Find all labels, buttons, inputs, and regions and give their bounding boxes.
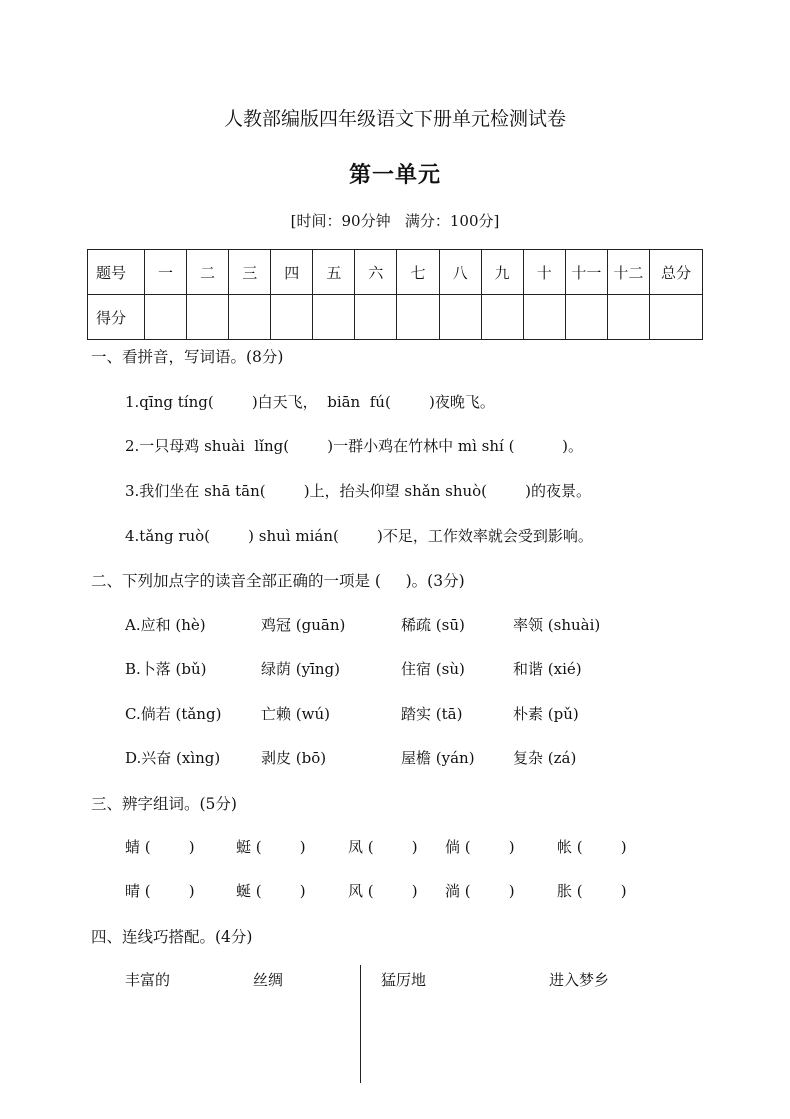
score-cell[interactable] — [271, 295, 313, 340]
word-pair-5-bottom: 胀 ( ) — [557, 882, 627, 900]
option-a-2: 鸡冠 (guān) — [261, 616, 346, 634]
option-c-1: C.倘若 (tǎng) — [125, 705, 222, 723]
score-cell[interactable] — [145, 295, 187, 340]
option-c-3: 踏实 (tā) — [401, 705, 463, 723]
option-b-1: B.卜落 (bǔ) — [125, 660, 207, 678]
table-header-cell: 总分 — [650, 250, 703, 295]
table-header-cell: 二 — [187, 250, 229, 295]
table-header-cell: 一 — [145, 250, 187, 295]
option-d-1: D.兴奋 (xìng) — [125, 749, 221, 767]
option-a-3: 稀疏 (sū) — [401, 616, 465, 634]
table-header-cell: 三 — [229, 250, 271, 295]
score-cell[interactable] — [187, 295, 229, 340]
option-b-4: 和谐 (xié) — [513, 660, 582, 678]
table-row-scores — [88, 295, 703, 340]
word-pair-1-bottom: 晴 ( ) — [125, 882, 195, 900]
word-pair-3-top: 凤 ( ) — [348, 838, 418, 856]
word-pair-1-top: 蜻 ( ) — [125, 838, 195, 856]
option-c-4: 朴素 (pǔ) — [513, 705, 579, 723]
option-c-2: 亡赖 (wú) — [261, 705, 330, 723]
table-header-cell: 五 — [313, 250, 355, 295]
table-header-cell: 九 — [481, 250, 523, 295]
score-cell-total[interactable] — [650, 295, 703, 340]
word-pair-4-bottom: 淌 ( ) — [445, 882, 515, 900]
option-d-4: 复杂 (zá) — [513, 749, 577, 767]
table-header-cell: 六 — [355, 250, 397, 295]
score-cell[interactable] — [481, 295, 523, 340]
word-pair-4-top: 倘 ( ) — [445, 838, 515, 856]
match-right-target: 进入梦乡 — [549, 971, 610, 989]
word-pair-3-bottom: 风 ( ) — [348, 882, 418, 900]
question-1-4: 4.tǎng ruò( ) shuì mián( )不足，工作效率就会受到影响。 — [125, 527, 593, 545]
table-row-question-numbers — [88, 250, 703, 295]
score-table — [87, 249, 703, 340]
table-cell-label: 得分 — [88, 295, 145, 340]
option-d-3: 屋檐 (yán) — [401, 749, 475, 767]
table-header-cell: 四 — [271, 250, 313, 295]
document-title: 人教部编版四年级语文下册单元检测试卷 — [223, 108, 566, 130]
question-1-3: 3.我们坐在 shā tān( )上，抬头仰望 shǎn shuò( )的夜景。 — [125, 482, 592, 500]
exam-meta: [时间：90分钟 满分：100分] — [290, 212, 500, 230]
option-b-3: 住宿 (sù) — [401, 660, 465, 678]
section-1-title: 一、看拼音，写词语。(8分) — [91, 348, 284, 366]
option-b-2: 绿荫 (yīng) — [261, 660, 341, 678]
score-cell[interactable] — [439, 295, 481, 340]
score-cell[interactable] — [607, 295, 649, 340]
match-left-term: 丰富的 — [125, 971, 171, 989]
match-right-term: 猛厉地 — [381, 971, 427, 989]
score-cell[interactable] — [397, 295, 439, 340]
table-header-cell: 十二 — [607, 250, 649, 295]
match-left-target: 丝绸 — [253, 971, 284, 989]
unit-heading: 第一单元 — [348, 162, 441, 188]
question-1-2: 2.一只母鸡 shuài lǐng( )一群小鸡在竹林中 mì shí ( )。 — [125, 437, 583, 455]
word-pair-2-bottom: 蜒 ( ) — [236, 882, 306, 900]
word-pair-2-top: 蜓 ( ) — [236, 838, 306, 856]
table-header-cell: 十一 — [565, 250, 607, 295]
score-cell[interactable] — [355, 295, 397, 340]
section-4-title: 四、连线巧搭配。(4分) — [91, 928, 253, 946]
table-cell-label: 题号 — [88, 250, 145, 295]
table-header-cell: 十 — [523, 250, 565, 295]
score-cell[interactable] — [523, 295, 565, 340]
option-d-2: 剥皮 (bō) — [261, 749, 327, 767]
word-pair-5-top: 帐 ( ) — [557, 838, 627, 856]
score-cell[interactable] — [565, 295, 607, 340]
score-cell[interactable] — [313, 295, 355, 340]
table-header-cell: 八 — [439, 250, 481, 295]
section-3-title: 三、辨字组词。(5分) — [91, 795, 237, 813]
score-cell[interactable] — [229, 295, 271, 340]
question-1-1: 1.qīng tíng( )白天飞， biān fú( )夜晚飞。 — [125, 393, 495, 411]
table-header-cell: 七 — [397, 250, 439, 295]
option-a-1: A.应和 (hè) — [125, 616, 206, 634]
option-a-4: 率领 (shuài) — [513, 616, 601, 634]
column-divider — [360, 965, 361, 1083]
section-2-title: 二、下列加点字的读音全部正确的一项是 ( )。(3分) — [91, 572, 465, 590]
